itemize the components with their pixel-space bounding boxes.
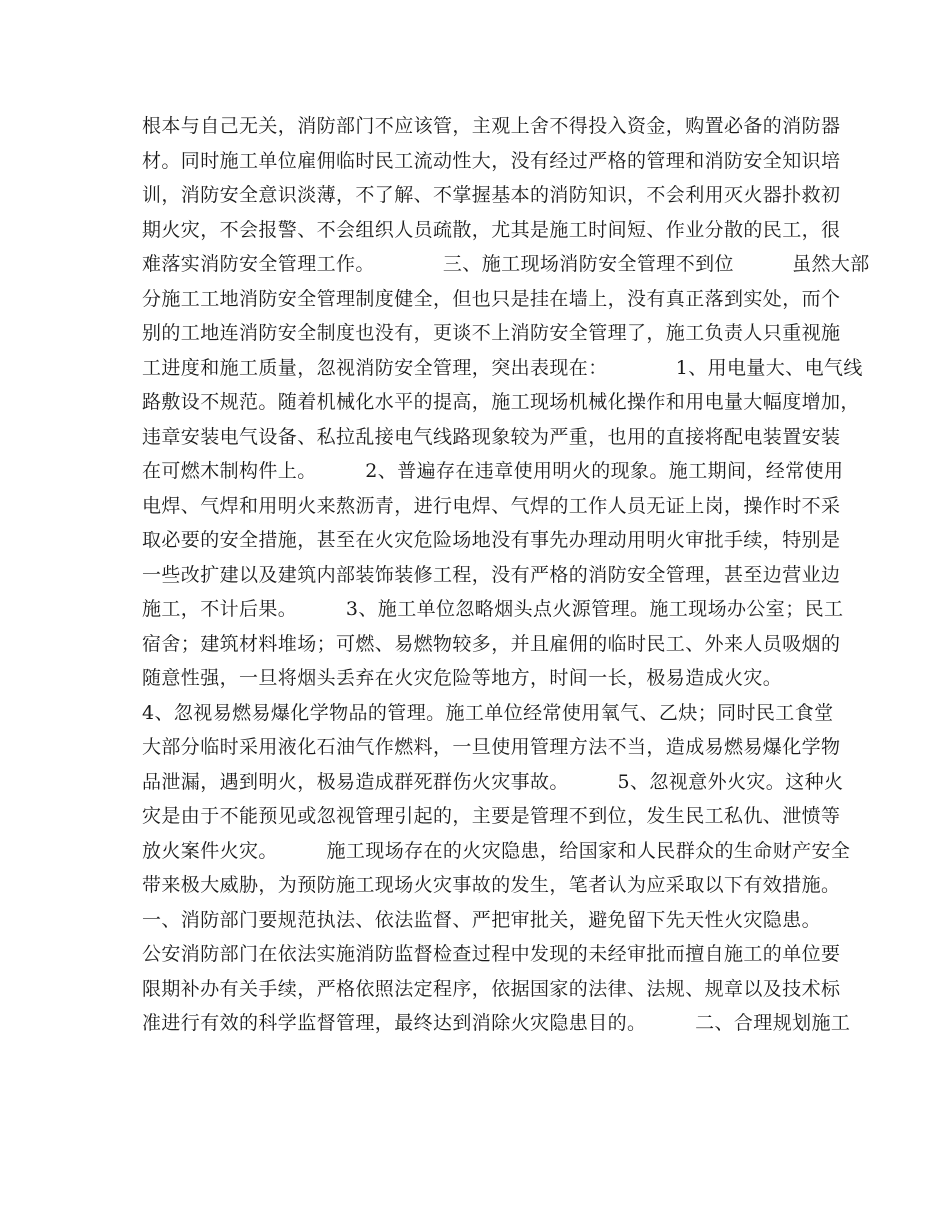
text-line: 电焊、气焊和用明火来熬沥青，进行电焊、气焊的工作人员无证上岗，操作时不采 xyxy=(142,494,841,517)
text-line: 材。同时施工单位雇佣临时民工流动性大，没有经过严格的管理和消防安全知识培 xyxy=(142,149,841,172)
text-line: 取必要的安全措施，甚至在火灾危险场地没有事先办理动用明火审批手续，特别是 xyxy=(142,529,841,551)
text-line: 大部分临时采用液化石油气作燃料，一旦使用管理方法不当，造成易燃易爆化学物 xyxy=(142,736,841,758)
body-text xyxy=(142,109,870,1041)
text-line: 4、忽视易燃易爆化学物品的管理。施工单位经常使用氧气、乙炔；同时民工食堂 xyxy=(142,701,834,724)
text-line: 准进行有效的科学监督管理，最终达到消除火灾隐患目的。 二、合理规划施工 xyxy=(142,1012,851,1034)
text-line: 随意性强，一旦将烟头丢弃在火灾危险等地方，时间一长，极易造成火灾。 xyxy=(142,667,783,689)
text-line: 品泄漏，遇到明火，极易造成群死群伤火灾事故。 5、忽视意外火灾。这种火 xyxy=(142,770,844,793)
text-line: 带来极大威胁，为预防施工现场火灾事故的发生，笔者认为应采取以下有效措施。 xyxy=(142,874,841,896)
text-line: 训，消防安全意识淡薄，不了解、不掌握基本的消防知识，不会利用灭火器扑救初 xyxy=(142,184,841,206)
text-line: 限期补办有关手续，严格依照法定程序，依据国家的法律、法规、规章以及技术标 xyxy=(142,977,841,1000)
text-line: 在可燃木制构件上。 2、普遍存在违章使用明火的现象。施工期间，经常使用 xyxy=(142,460,844,482)
text-line: 别的工地连消防安全制度也没有，更谈不上消防安全管理了，施工负责人只重视施 xyxy=(142,322,841,344)
text-line: 期火灾，不会报警、不会组织人员疏散，尤其是施工时间短、作业分散的民工，很 xyxy=(142,218,841,241)
text-line: 路敷设不规范。随着机械化水平的提高，施工现场机械化操作和用电量大幅度增加， xyxy=(142,391,860,413)
text-line: 施工，不计后果。 3、施工单位忽略烟头点火源管理。施工现场办公室；民工 xyxy=(142,598,844,620)
text-line: 难落实消防安全管理工作。 三、施工现场消防安全管理不到位 虽然大部 xyxy=(142,253,870,275)
text-line: 放火案件火灾。 施工现场存在的火灾隐患，给国家和人民群众的生命财产安全 xyxy=(142,839,851,862)
text-line: 违章安装电气设备、私拉乱接电气线路现象较为严重，也用的直接将配电装置安装 xyxy=(142,425,841,448)
text-line: 灾是由于不能预见或忽视管理引起的，主要是管理不到位，发生民工私仇、泄愤等 xyxy=(142,805,841,827)
text-line: 公安消防部门在依法实施消防监督检查过程中发现的未经审批而擅自施工的单位要 xyxy=(142,943,841,965)
text-line: 工进度和施工质量，忽视消防安全管理，突出表现在： 1、用电量大、电气线 xyxy=(142,356,863,379)
text-line: 一些改扩建以及建筑内部装饰装修工程，没有严格的消防安全管理，甚至边营业边 xyxy=(142,563,841,586)
text-line: 宿舍；建筑材料堆场；可燃、易燃物较多，并且雇佣的临时民工、外来人员吸烟的 xyxy=(142,632,841,655)
text-line: 一、消防部门要规范执法、依法监督、严把审批关，避免留下先天性火灾隐患。 xyxy=(142,908,822,931)
text-line: 根本与自己无关，消防部门不应该管，主观上舍不得投入资金，购置必备的消防器 xyxy=(142,115,841,137)
text-line: 分施工工地消防安全管理制度健全，但也只是挂在墙上，没有真正落到实处，而个 xyxy=(142,287,841,310)
